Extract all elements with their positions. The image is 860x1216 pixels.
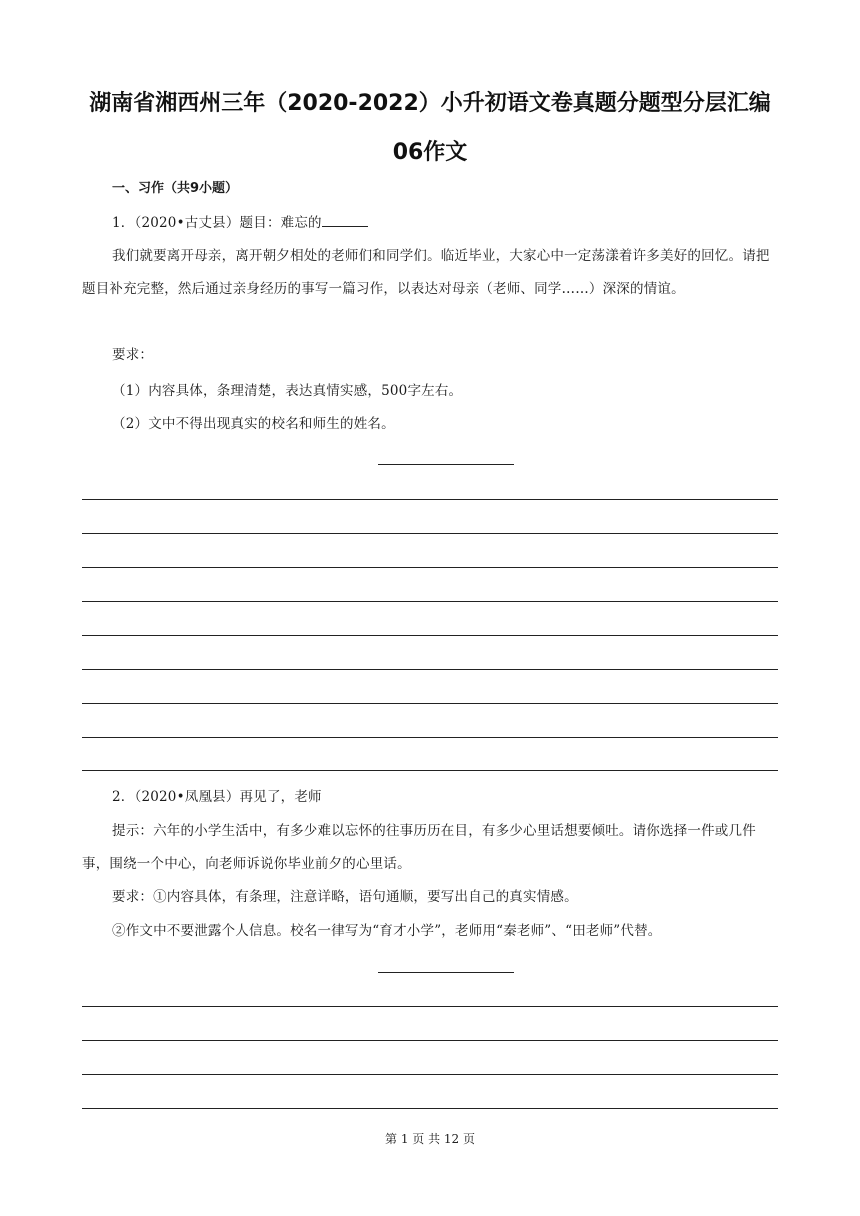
q1-heading: 1．（2020•古丈县）题目：难忘的 <box>82 207 780 240</box>
q1-requirement-1: （1）内容具体，条理清楚，表达真情实感，500字左右。 <box>112 383 463 399</box>
q2-requirement-1: 要求：①内容具体，有条理，注意详略，语句通顺，要写出自己的真实情感。 <box>112 889 578 905</box>
q1-title-blank <box>322 212 368 227</box>
q1-title-line <box>378 464 514 465</box>
q2-prompt: 提示：六年的小学生活中，有多少难以忘怀的往事历历在目，有多少心里话想要倾吐。请你选择一件或几件事，围绕一个中心，向老师诉说你毕业前夕的心里话。 <box>82 823 756 872</box>
document-title-line-2: 06作文 <box>392 140 468 165</box>
q1-writing-line <box>82 601 778 602</box>
q1-writing-line <box>82 567 778 568</box>
q2-heading: 2．（2020•凤凰县）再见了，老师 <box>112 789 322 805</box>
q1-writing-line <box>82 703 778 704</box>
q1-writing-line <box>82 669 778 670</box>
q2-writing-line <box>82 1074 778 1075</box>
section-heading: 一、习作（共9小题） <box>112 181 239 196</box>
q1-writing-line <box>82 635 778 636</box>
q2-writing-line <box>82 1040 778 1041</box>
page-footer: 第 1 页 共 12 页 <box>385 1132 475 1146</box>
q1-writing-line <box>82 737 778 738</box>
q2-requirement-2: ②作文中不要泄露个人信息。校名一律写为“育才小学”，老师用“秦老师”、“田老师”代替。 <box>112 923 662 939</box>
q1-writing-line <box>82 533 778 534</box>
q1-requirement-label: 要求： <box>112 347 154 363</box>
q1-requirement-2: （2）文中不得出现真实的校名和师生的姓名。 <box>112 416 395 432</box>
document-title-line-1: 湖南省湘西州三年（2020-2022）小升初语文卷真题分题型分层汇编 <box>89 91 771 116</box>
q1-writing-line <box>82 499 778 500</box>
q2-writing-line <box>82 1006 778 1007</box>
q1-prompt: 我们就要离开母亲，离开朝夕相处的老师们和同学们。临近毕业，大家心中一定荡漾着许多美好的回忆。请把题目补充完整，然后通过亲身经历的事写一篇习作，以表达对母亲（老师、同学……）深深的情谊。 <box>82 248 770 297</box>
q2-writing-line <box>82 1108 778 1109</box>
q1-writing-line <box>82 770 778 771</box>
q2-title-line <box>378 972 514 973</box>
